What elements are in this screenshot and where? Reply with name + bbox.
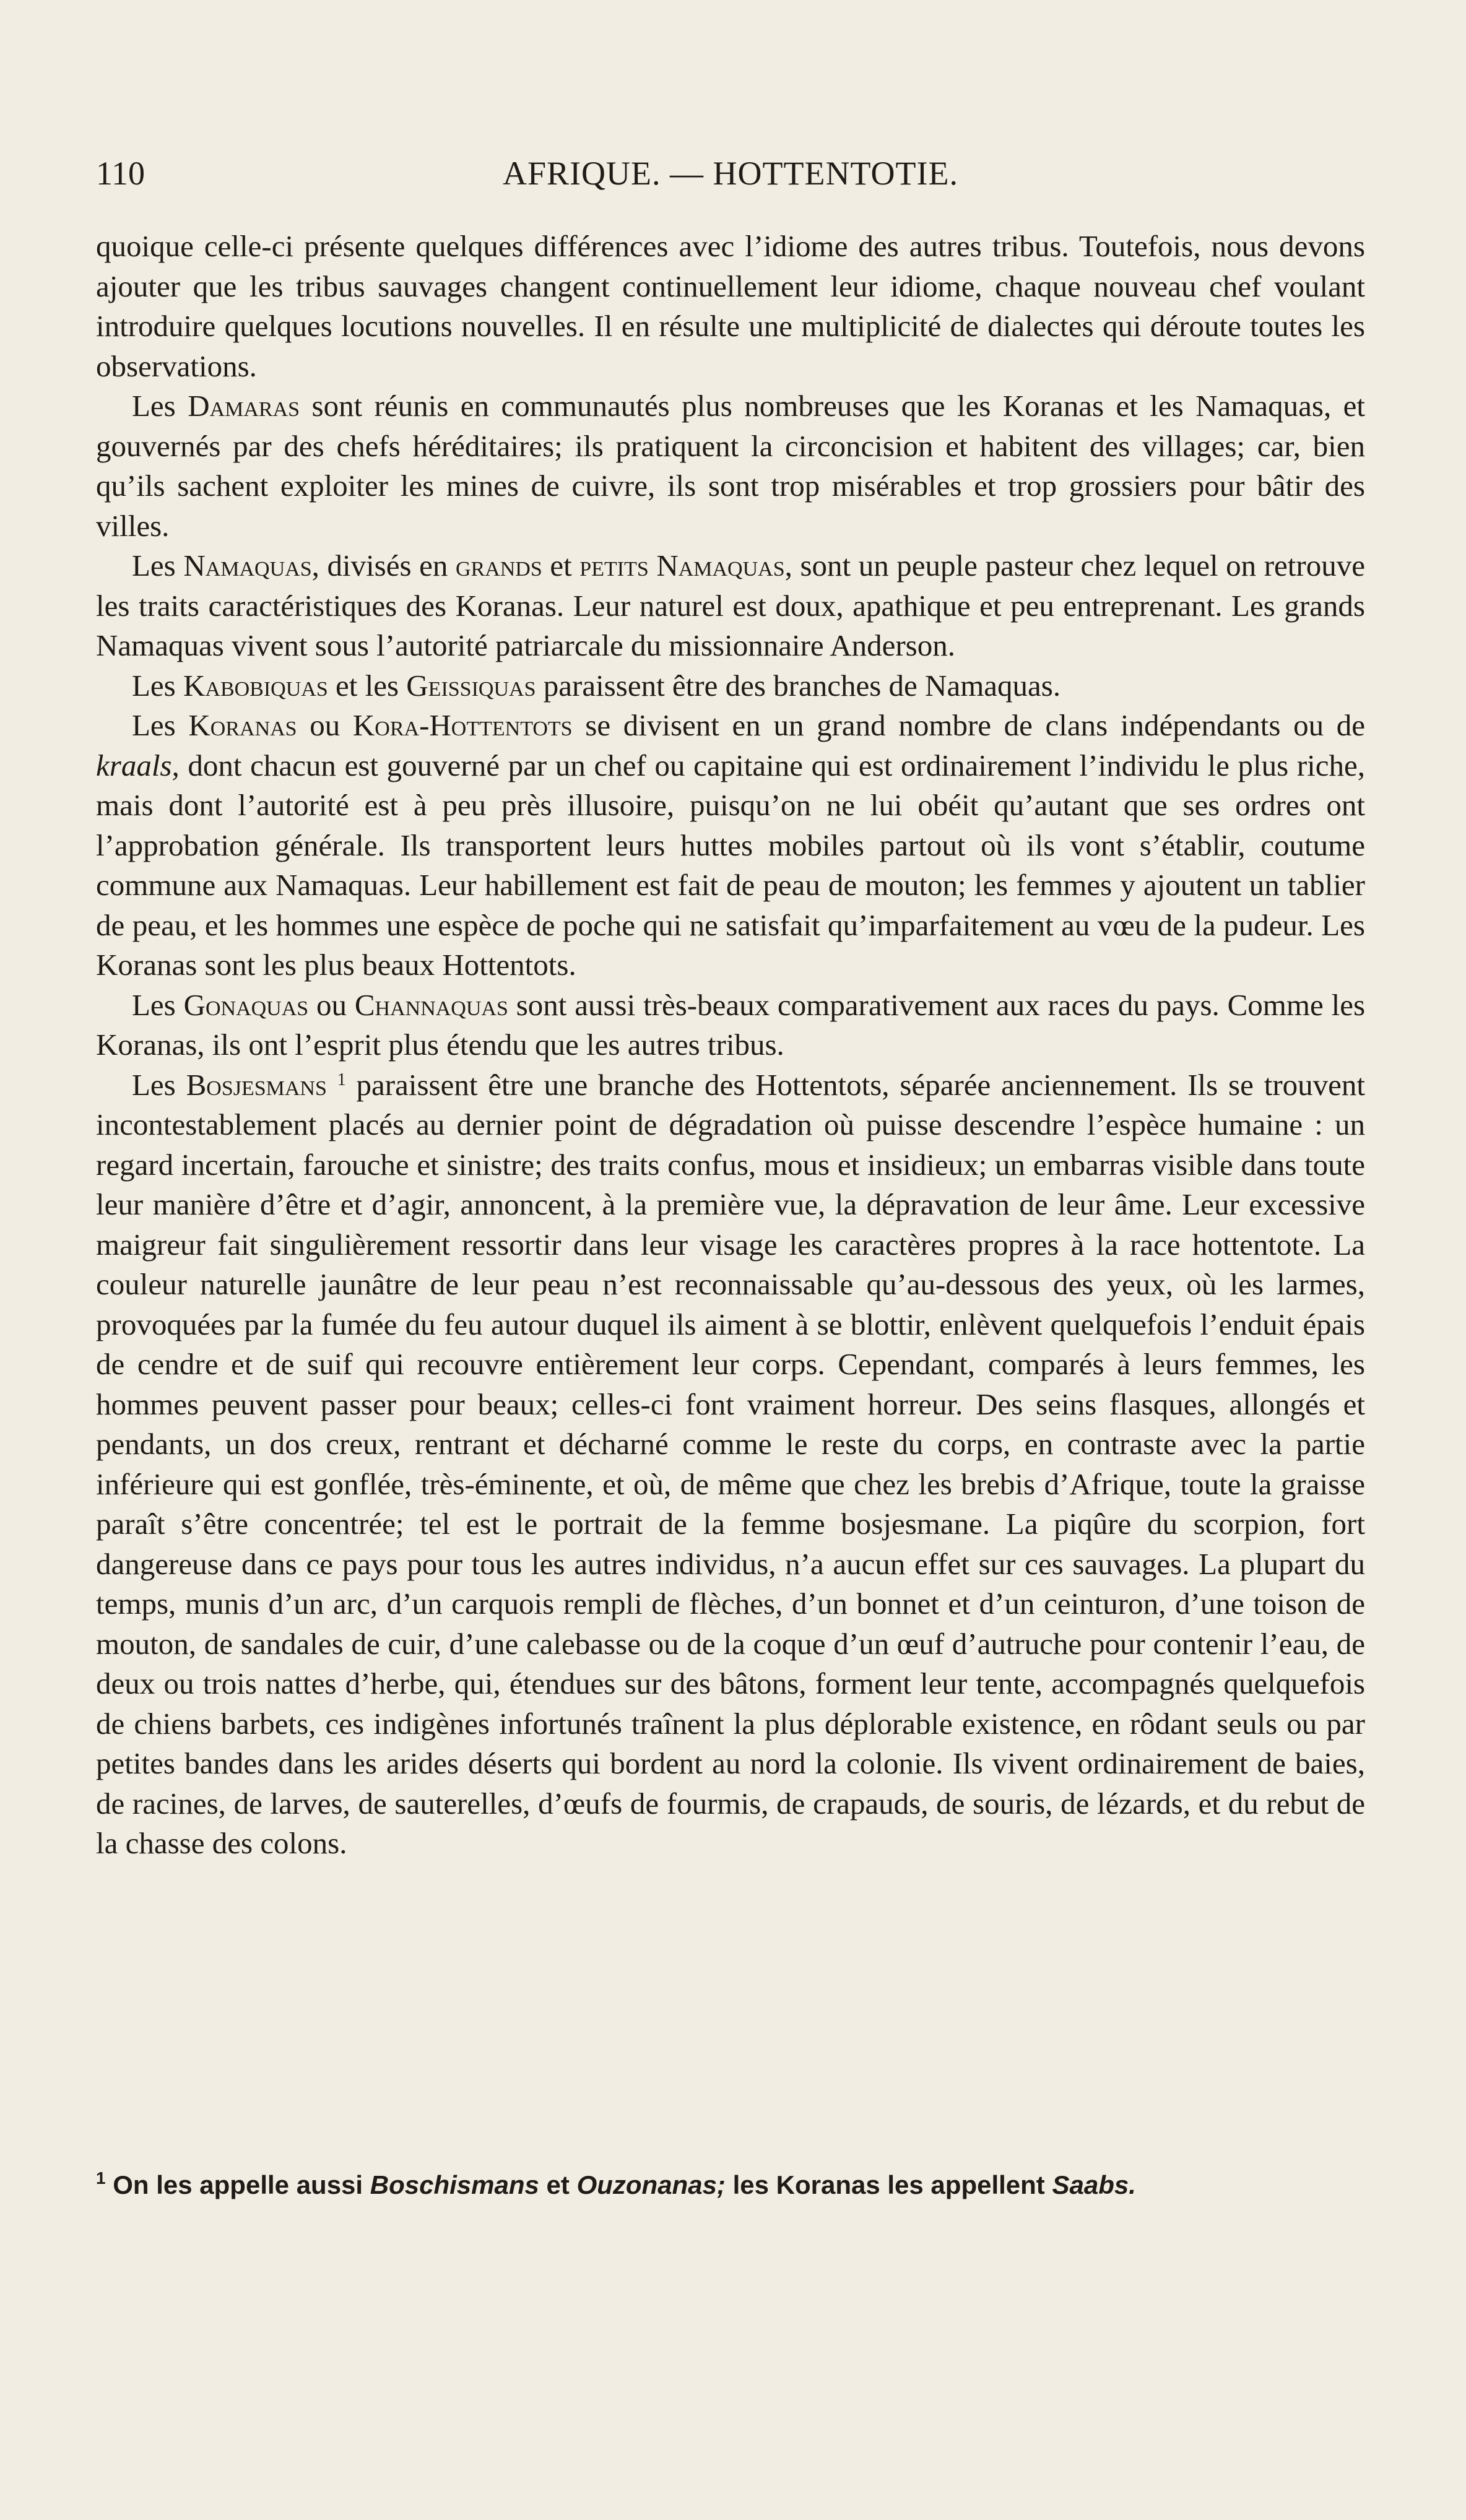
tribe-name: Gonaquas [183,987,309,1022]
tribe-name: Channaquas [354,987,508,1022]
tribe-name: Namaquas [183,548,312,582]
footnote-marker: 1 [337,1070,346,1089]
page-header [96,149,1365,198]
tribe-name: Geissiquas [406,668,536,703]
paragraph: Les Damaras sont réunis en communautés plus nombreuses que les Koranas et les Namaquas, et gouvernés par des chefs héréditaires; ils pratiquent la circoncision et habitent des villages; car, bien qu’ils sachent exploiter les mines de cuivre, ils sont trop misérables et trop grossiers pour bâtir des villes. [96,389,1365,543]
page-number: 110 [96,155,145,192]
tribe-name: Bosjesmans [186,1067,327,1102]
footnote: $^1$ On les appelle aussi Boschismans et Ouzonanas; les Koranas les appellent Saabs. [96,2168,1136,2199]
tribe-name: Damaras [188,389,300,423]
paragraph: Les Kabobiquas et les Geissiquas paraissent être des branches de Namaquas. [132,668,1061,703]
paragraph: quoique celle-ci présente quelques différences avec l’idiome des autres tribus. Toutefois, nous devons ajouter que les tribus sauvages changent continuellement leur idiome, chaque nouveau chef voulant introduire quelques locutions nouvelles. Il en résulte une multiplicité de dialectes qui déroute toutes les observations. [96,229,1365,383]
paragraph: Les Koranas ou Kora-Hottentots se divisent en un grand nombre de clans indépendants ou de kraals, dont chacun est gouverné par un chef ou capitaine qui est ordinairement l’individu le plus riche, mais dont l’autorité est à peu près illusoire, puisqu’on ne lui obéit qu’autant que ses ordres ont l’approbation générale. Ils transportent leurs huttes mobiles partout où ils vont s’établir, coutume commune aux Namaquas. Leur habillement est fait de peau de mouton; les femmes y ajoutent un tablier de peau, et les hommes une espèce de poche qui ne satisfait qu’imparfaitement au vœu de la pudeur. Les Koranas sont les plus beaux Hottentots. [96,708,1365,982]
paragraph: Les Gonaquas ou Channaquas sont aussi très-beaux comparativement aux races du pays. Comme les Koranas, ils ont l’esprit plus étendu que les autres tribus. [96,987,1366,1062]
tribe-name: Namaquas [656,548,785,582]
tribe-name: Kora-Hottentots [352,708,573,742]
running-title: AFRIQUE. — HOTTENTOTIE. [503,155,958,192]
tribe-name: Koranas [188,708,297,742]
body-text [96,227,1365,1864]
tribe-name: Kabobiquas [183,668,328,703]
paragraph: Les Namaquas, divisés en grands et petits Namaquas, sont un peuple pasteur chez lequel on retrouve les traits caractéristiques des Koranas. Leur naturel est doux, apathique et peu entreprenant. Les grands Namaquas vivent sous l’autorité patriarcale du missionnaire Anderson. [96,548,1365,662]
paragraph: Les Bosjesmans $^1$ paraissent être une branche des Hottentots, séparée anciennement. Ils se trouvent incontestablement placés au dernier point de dégradation où puisse descendre l’espèce humaine : un regard incertain, farouche et sinistre; des traits confus, mous et insidieux; un embarras visible dans toute leur manière d’être et d’agir, annoncent, à la première vue, la dépravation de leur âme. Leur excessive maigreur fait singulièrement ressortir dans leur visage les caractères propres à la race hottentote. La couleur naturelle jaunâtre de leur peau n’est reconnaissable qu’au-dessous des yeux, où les larmes, provoquées par la fumée du feu autour duquel ils aiment à se blottir, enlèvent quelquefois l’enduit épais de cendre et de suif qui recouvre entièrement leur corps. Cependant, comparés à leurs femmes, les hommes peuvent passer pour beaux; celles-ci font vraiment horreur. Des seins flasques, allongés et pendants, un dos creux, rentrant et décharné comme le reste du corps, en contraste avec la partie inférieure qui est gonflée, très-éminente, et où, de même que chez les brebis d’Afrique, toute la graisse paraît s’être concentrée; tel est le portrait de la femme bosjesmane. La piqûre du scorpion, fort dangereuse dans ce pays pour tous les autres individus, n’a aucun effet sur ces sauvages. La plupart du temps, munis d’un arc, d’un carquois rempli de flèches, d’un bonnet et d’un ceinturon, d’une toison de mouton, de sandales de cuir, d’une calebasse ou de la coque d’un œuf d’autruche pour contenir l’eau, de deux ou trois nattes d’herbe, qui, étendues sur des bâtons, forment leur tente, accompagnés quelquefois de chiens barbets, ces indigènes infortunés traînent la plus déplorable existence, en rôdant seuls ou par petites bandes dans les arides déserts qui bordent au nord la colonie. Ils vivent ordinairement de baies, de racines, de larves, de sauterelles, d’œufs de fourmis, de crapauds, de souris, de lézards, et du rebut de la chasse des colons. [96,1067,1365,1860]
footnote-number: 1 [96,2168,106,2188]
